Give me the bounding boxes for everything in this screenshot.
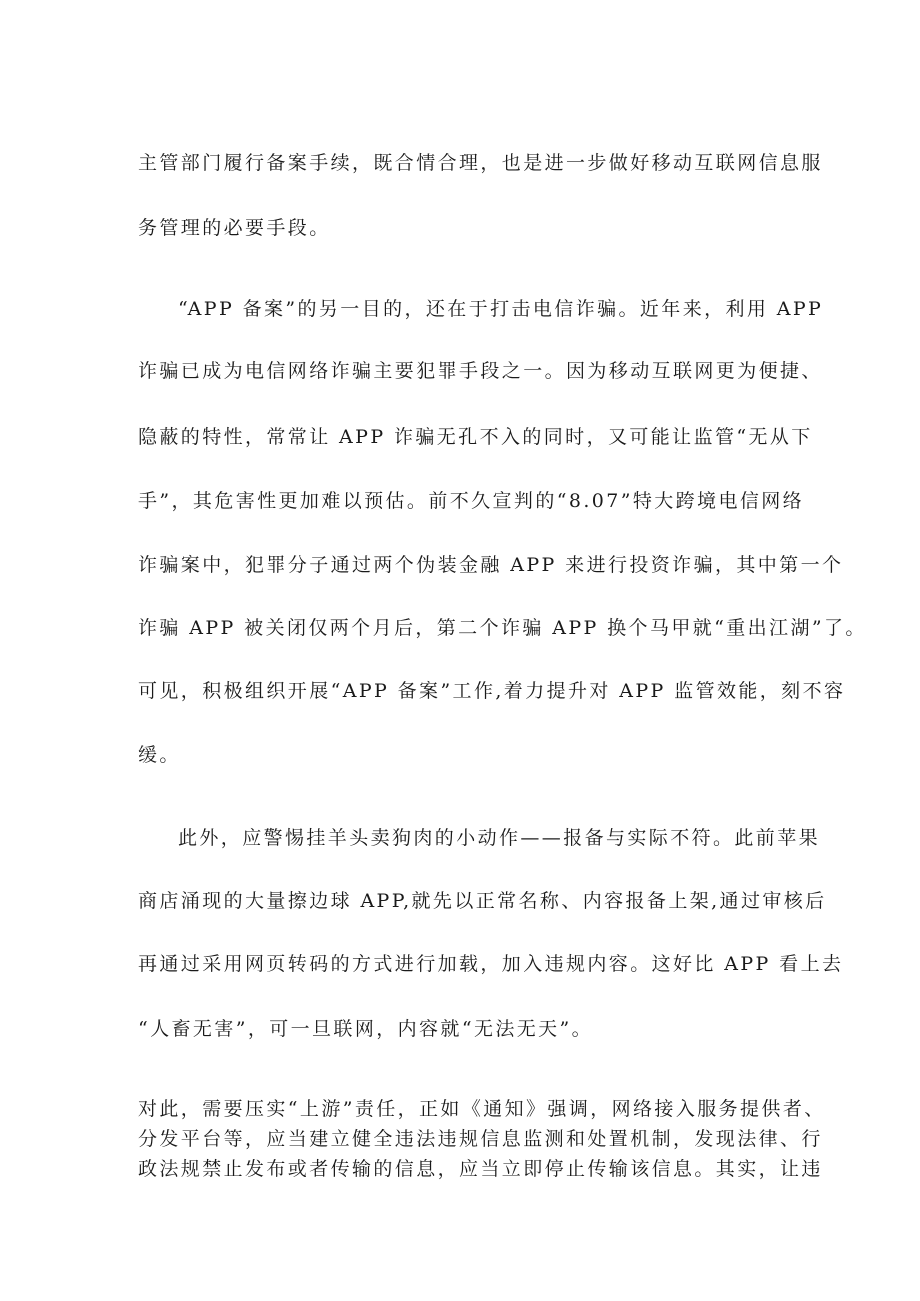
paragraph-2-line-1: “APP 备案”的另一目的，还在于打击电信诈骗。近年来，利用 APP: [178, 298, 824, 320]
paragraph-4-line-2: 分发平台等，应当建立健全违法违规信息监测和处置机制，发现法律、行: [138, 1128, 823, 1150]
paragraph-2-line-3: 隐蔽的特性，常常让 APP 诈骗无孔不入的同时，又可能让监管“无从下: [138, 426, 813, 448]
paragraph-3-line-4: “人畜无害”，可一旦联网，内容就“无法无天”。: [138, 1018, 594, 1040]
paragraph-2-line-4: 手”，其危害性更加难以预估。前不久宣判的“8.07”特大跨境电信网络: [138, 490, 805, 512]
paragraph-1-line-1: 主管部门履行备案手续，既合情合理，也是进一步做好移动互联网信息服: [138, 152, 823, 174]
paragraph-1-line-2: 务管理的必要手段。: [138, 217, 331, 239]
paragraph-2-line-8: 缓。: [138, 744, 181, 766]
paragraph-3-line-2: 商店涌现的大量擦边球 APP,就先以正常名称、内容报备上架,通过审核后: [138, 890, 827, 912]
paragraph-2-line-5: 诈骗案中，犯罪分子通过两个伪装金融 APP 来进行投资诈骗，其中第一个: [138, 554, 844, 576]
paragraph-3-line-1: 此外，应警惕挂羊头卖狗肉的小动作——报备与实际不符。此前苹果: [178, 827, 821, 849]
paragraph-2-line-7: 可见，积极组织开展“APP 备案”工作,着力提升对 APP 监管效能，刻不容: [138, 680, 846, 702]
paragraph-4-line-1: 对此，需要压实“上游”责任，正如《通知》强调，网络接入服务提供者、: [138, 1098, 826, 1120]
paragraph-4-line-3: 政法规禁止发布或者传输的信息，应当立即停止传输该信息。其实，让违: [138, 1158, 823, 1180]
paragraph-2-line-6: 诈骗 APP 被关闭仅两个月后，第二个诈骗 APP 换个马甲就“重出江湖”了。: [138, 617, 867, 639]
paragraph-3-line-3: 再通过采用网页转码的方式进行加载，加入违规内容。这好比 APP 看上去: [138, 953, 844, 975]
paragraph-2-line-2: 诈骗已成为电信网络诈骗主要犯罪手段之一。因为移动互联网更为便捷、: [138, 360, 823, 382]
